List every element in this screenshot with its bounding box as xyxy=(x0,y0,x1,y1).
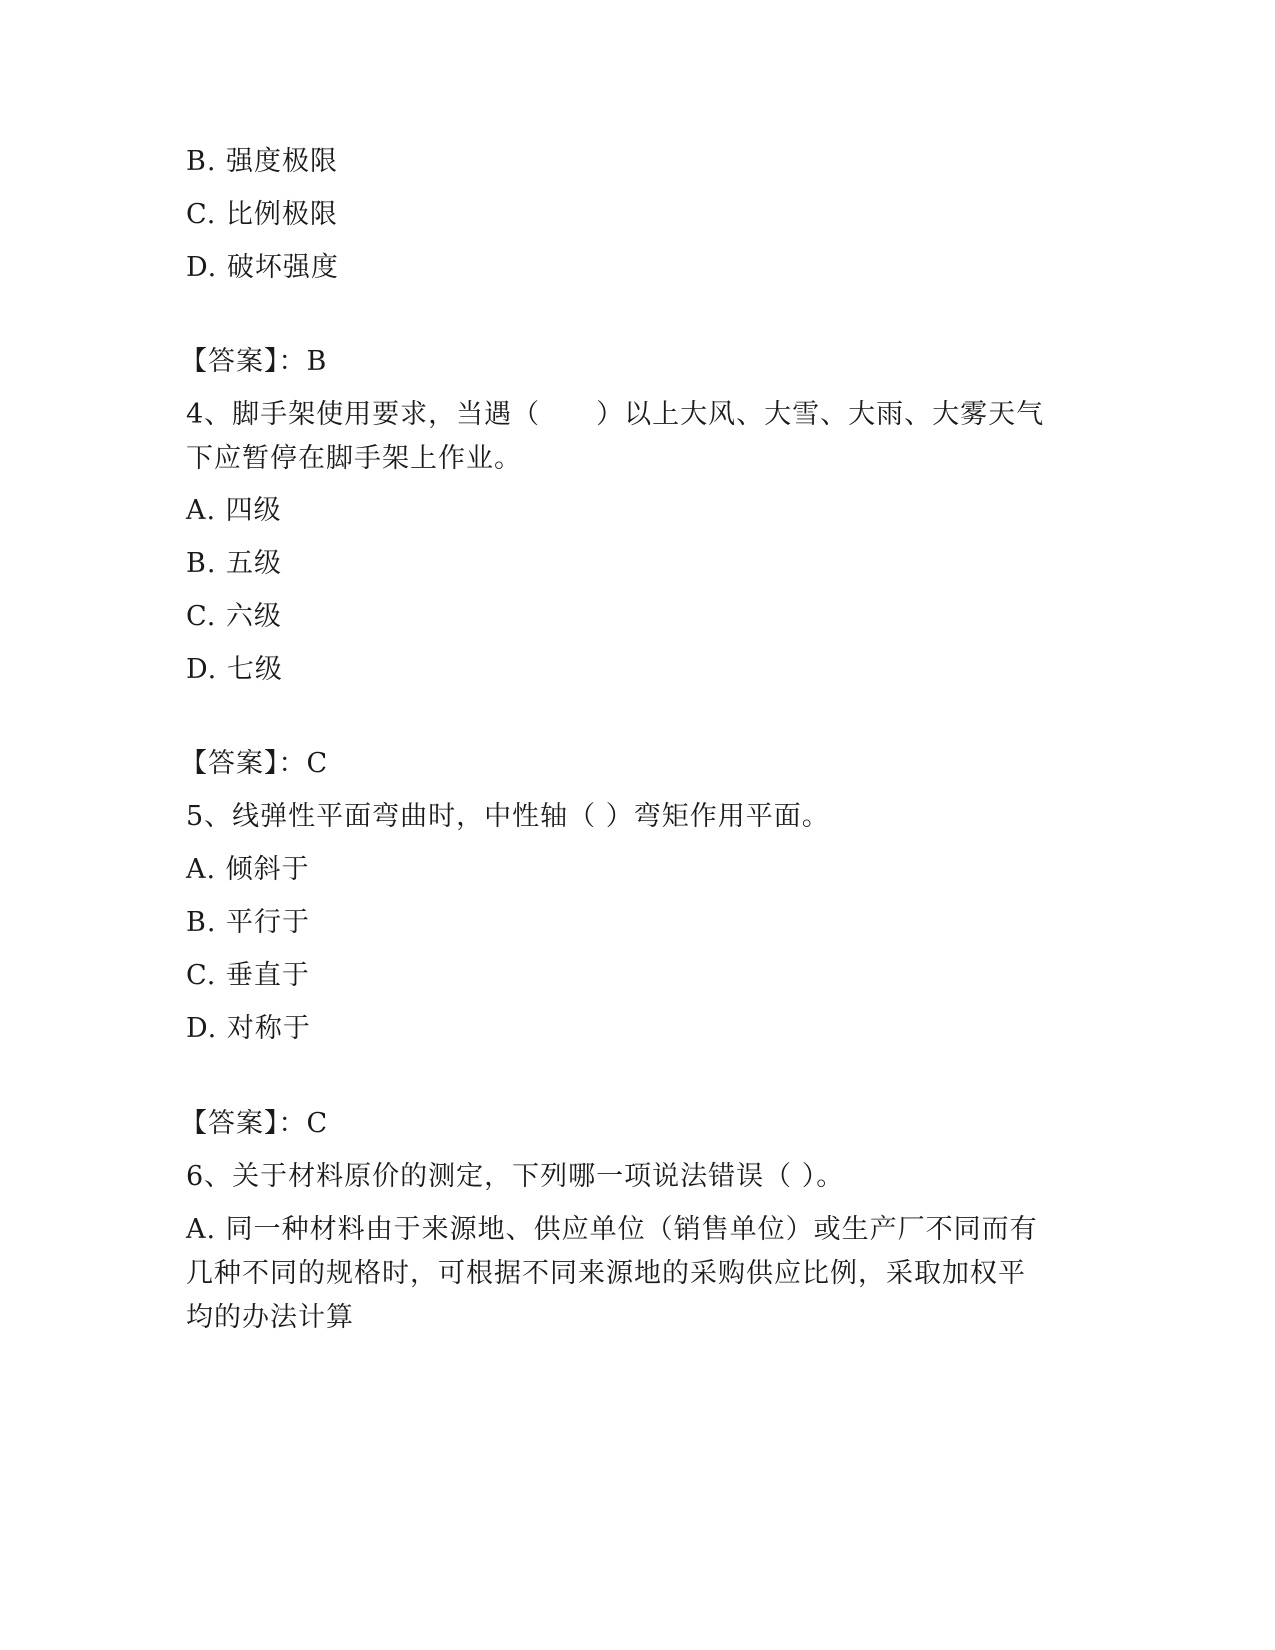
q3-option-d: D. 破坏强度 xyxy=(186,252,339,283)
q4-option-c: C. 六级 xyxy=(186,601,282,632)
q5-option-d: D. 对称于 xyxy=(186,1013,311,1044)
q6-option-a-line-3: 均的办法计算 xyxy=(186,1302,354,1333)
q3-option-c: C. 比例极限 xyxy=(186,199,338,230)
q4-option-b: B. 五级 xyxy=(186,548,283,579)
q4-option-d: D. 七级 xyxy=(186,654,283,685)
q5-option-c: C. 垂直于 xyxy=(186,960,310,991)
q4-option-a: A. 四级 xyxy=(186,495,282,526)
q6-question: 6、关于材料原价的测定，下列哪一项说法错误（ ）。 xyxy=(186,1161,845,1192)
q3-option-b: B. 强度极限 xyxy=(186,146,339,177)
q6-option-a-line-2: 几种不同的规格时，可根据不同来源地的采购供应比例，采取加权平 xyxy=(186,1258,1026,1289)
q6-option-a-line-1: A. 同一种材料由于来源地、供应单位（销售单位）或生产厂不同而有 xyxy=(186,1214,1038,1245)
q4-question-line-2: 下应暂停在脚手架上作业。 xyxy=(186,443,522,474)
q5-option-b: B. 平行于 xyxy=(186,907,311,938)
q5-option-a: A. 倾斜于 xyxy=(186,854,310,885)
q4-question-line-1: 4、脚手架使用要求，当遇（ ）以上大风、大雪、大雨、大雾天气 xyxy=(186,399,1045,430)
q4-answer: 【答案】：C xyxy=(180,748,329,779)
q5-question: 5、线弹性平面弯曲时，中性轴（ ）弯矩作用平面。 xyxy=(186,801,830,832)
q3-answer: 【答案】：B xyxy=(180,346,328,377)
q5-answer: 【答案】：C xyxy=(180,1108,329,1139)
